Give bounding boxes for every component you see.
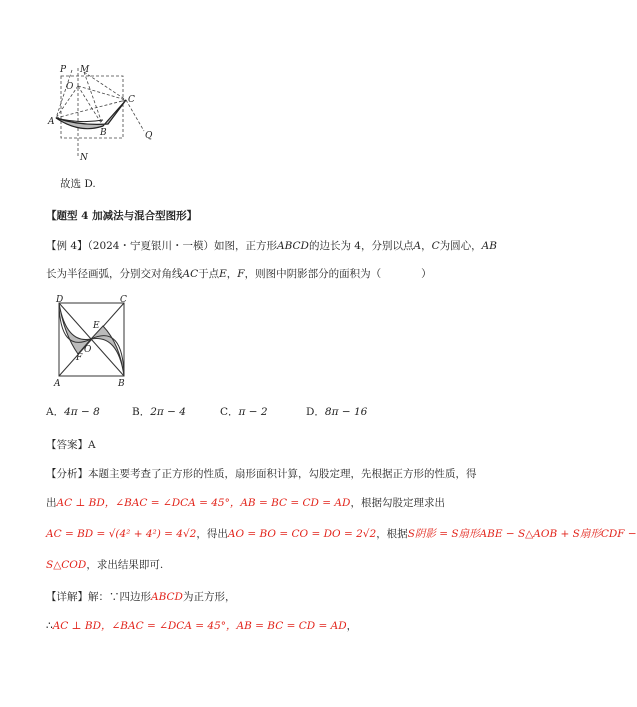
fig1-label-O: O	[66, 82, 74, 92]
detail-line-2: ∴AC ⊥ BD，∠BAC = ∠DCA = 45°，AB = BC = CD = AD，	[46, 620, 358, 632]
fig1-label-P: P	[60, 65, 67, 75]
figure-1-geometry	[50, 62, 160, 162]
fig2-label-C: C	[120, 295, 127, 305]
fig2-label-O: O	[84, 345, 92, 355]
analysis-line-4: S△COD，求出结果即可.	[46, 559, 164, 571]
option-d: D．8π − 16	[306, 406, 368, 418]
analysis-line-2: 出AC ⊥ BD，∠BAC = ∠DCA = 45°，AB = BC = CD = AD，根据勾股定理求出	[46, 497, 445, 509]
answer-d-line: 故选 D.	[60, 178, 96, 190]
fig2-label-A: A	[54, 379, 61, 389]
answer-label: 【答案】A	[46, 439, 96, 451]
fig2-label-E: E	[93, 321, 100, 331]
fig2-label-B: B	[118, 379, 125, 389]
detail-line-1: 【详解】解：∵四边形ABCD为正方形，	[46, 591, 236, 603]
fig1-label-A: A	[48, 117, 55, 127]
fig2-label-F: F	[76, 353, 83, 363]
fig1-label-B: B	[100, 128, 107, 138]
fig2-label-D: D	[56, 295, 64, 305]
fig1-label-N: N	[80, 153, 88, 163]
analysis-line-1: 【分析】本题主要考查了正方形的性质，扇形面积计算，勾股定理，先根据正方形的性质，得	[46, 468, 477, 480]
fig1-label-C: C	[128, 95, 135, 105]
example-line-2: 长为半径画弧，分别交对角线AC于点E，F，则图中阴影部分的面积为（ ）	[46, 268, 432, 280]
fig1-label-Q: Q	[145, 131, 153, 141]
figure-2-square	[48, 294, 138, 388]
section-title: 【题型 4 加减法与混合型图形】	[46, 210, 198, 222]
example-line-1: 【例 4】（2024・宁夏银川・一模）如图，正方形ABCD的边长为 4，分别以点A，C为圆心，AB	[46, 240, 497, 252]
option-b: B．2π − 4	[132, 406, 186, 418]
fig1-label-M: M	[80, 65, 90, 75]
option-c: C．π − 2	[220, 406, 268, 418]
option-a: A．4π − 8	[46, 406, 100, 418]
analysis-line-3: AC = BD = √(4² + 4²) = 4√2，得出AO = BO = CO = DO = 2√2，根据S阴影 = S扇形ABE − S△AOB + S扇形CDF −	[46, 528, 637, 540]
